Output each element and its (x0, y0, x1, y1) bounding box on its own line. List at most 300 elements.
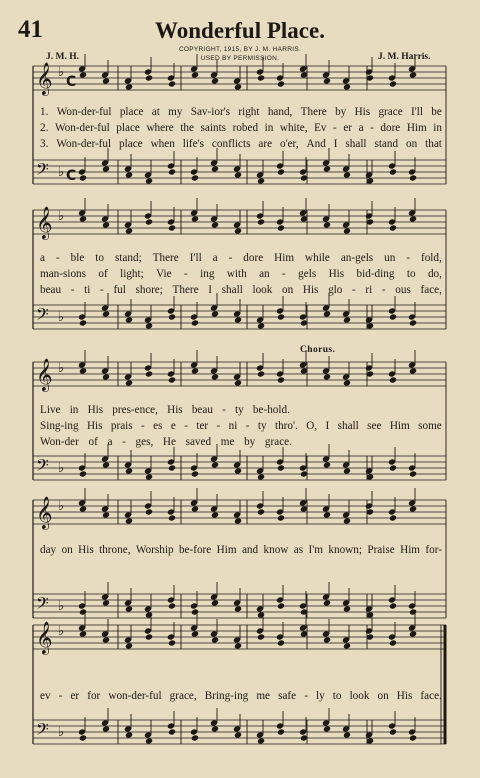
note-head (145, 370, 153, 377)
lyric-word: pres-ence, (112, 404, 158, 416)
lyric-word: There (300, 106, 327, 118)
lyric-word: His (86, 420, 103, 432)
lyric-word: - (216, 420, 221, 432)
lyric-word: and (241, 544, 259, 556)
lyric-word: - (55, 252, 60, 264)
lyric-word: es (153, 420, 163, 432)
bass-clef: 𝄢 (36, 304, 49, 328)
lyric-word: - (122, 436, 126, 448)
note-head (389, 224, 397, 231)
lyric-word: His (396, 690, 413, 702)
lyric-line (40, 690, 442, 703)
note-head (102, 599, 110, 606)
lyric-word: in (69, 404, 79, 416)
note-head (102, 461, 110, 468)
lyric-word: hand, (267, 106, 293, 118)
note-head (277, 80, 285, 87)
lyric-word: look (349, 690, 370, 702)
lyric-word: throne, (99, 544, 131, 556)
note-head (323, 461, 331, 468)
note-head (168, 224, 176, 231)
note-head (102, 636, 110, 643)
lyric-word: beau (40, 284, 62, 296)
note-head (79, 734, 87, 741)
note-head (125, 517, 133, 524)
lyric-word: ful (113, 284, 126, 296)
lyric-word: in (433, 122, 442, 134)
note-head (191, 505, 199, 512)
lyric-word: look (252, 284, 273, 296)
note-head (168, 602, 176, 609)
lyric-word: in (264, 122, 274, 134)
note-head (257, 322, 265, 329)
note-head (191, 174, 199, 181)
note-head (79, 319, 87, 326)
note-head (168, 168, 176, 175)
lyric-word: be-hold. (252, 404, 290, 416)
note-head (211, 461, 219, 468)
lyric-word: Bring-ing (204, 690, 249, 702)
lyric-word: His (328, 268, 345, 280)
lyric-word: day (40, 544, 57, 556)
lyric-word: face, (420, 284, 442, 296)
lyric-word: ter (196, 420, 209, 432)
note-head (257, 74, 265, 81)
lyric-word: won-der-ful (108, 690, 162, 702)
note-head (211, 373, 219, 380)
lyric-word: I (333, 138, 338, 150)
lyric-word: Won-der-ful (56, 106, 112, 118)
note-head (257, 370, 265, 377)
lyric-word: I'll (189, 252, 202, 264)
note-head (277, 313, 285, 320)
words-credit: J. M. H. (46, 52, 79, 62)
lyric-word: Worship (135, 544, 174, 556)
note-head (323, 373, 331, 380)
note-head (234, 731, 242, 738)
chorus-label: Chorus. (300, 345, 336, 355)
note-head (79, 608, 87, 615)
lyric-word: robed (232, 122, 259, 134)
note-head (168, 464, 176, 471)
lyric-word: prais (110, 420, 133, 432)
note-head (145, 737, 153, 744)
note-head (102, 221, 110, 228)
note-head (168, 639, 176, 646)
lyric-word: His (167, 404, 183, 416)
note-head (211, 599, 219, 606)
lyric-word: place (116, 122, 140, 134)
music-credit: J. M. Harris. (378, 52, 431, 62)
note-head (234, 467, 242, 474)
note-head (191, 734, 199, 741)
note-head (257, 611, 265, 618)
note-head (234, 83, 242, 90)
note-head (277, 376, 285, 383)
lyric-word: - (100, 284, 104, 296)
note-head (323, 725, 331, 732)
note-head (102, 310, 110, 317)
note-head (145, 74, 153, 81)
lyric-word: of (88, 436, 98, 448)
note-head (211, 310, 219, 317)
lyric-word: Vie (156, 268, 172, 280)
lyric-word: There (152, 252, 179, 264)
note-head (343, 467, 351, 474)
lyric-word: know (263, 544, 289, 556)
lyric-word: place (119, 138, 143, 150)
note-head (168, 376, 176, 383)
note-head (125, 83, 133, 90)
note-head (409, 734, 417, 741)
lyric-word: do, (427, 268, 442, 280)
lyric-word: on (377, 690, 389, 702)
note-head (277, 514, 285, 521)
note-head (145, 508, 153, 515)
lyric-word: ble (70, 252, 85, 264)
lyric-word: by (335, 106, 347, 118)
note-head (125, 467, 133, 474)
lyric-word: Praise (367, 544, 395, 556)
lyric-word: saved (185, 436, 212, 448)
note-head (191, 71, 199, 78)
lyric-word: His (302, 284, 319, 296)
lyric-word: gels (298, 268, 317, 280)
lyric-word: shall (337, 420, 359, 432)
lyric-word: place (119, 106, 144, 118)
note-head (125, 227, 133, 234)
lyric-word: His (354, 106, 371, 118)
permission-line: USED BY PERMISSION. (200, 55, 280, 62)
note-head (145, 177, 153, 184)
lyric-word: safe (278, 690, 297, 702)
lyric-word: a (40, 252, 45, 264)
note-head (343, 316, 351, 323)
note-head (234, 379, 242, 386)
note-head (343, 642, 351, 649)
note-head (389, 168, 397, 175)
flat-icon: ♭ (58, 499, 65, 514)
lyric-word: - (333, 122, 337, 134)
note-head (389, 464, 397, 471)
lyric-word: the (180, 122, 194, 134)
lyric-word: conflicts (211, 138, 251, 150)
lyric-word: thro'. (274, 420, 298, 432)
note-head (323, 77, 331, 84)
lyric-word: His (78, 544, 94, 556)
note-head (277, 602, 285, 609)
lyric-word: right (238, 106, 260, 118)
lyric-word: me (256, 690, 271, 702)
lyric-word: a (212, 252, 218, 264)
lyric-word: His (87, 404, 104, 416)
lyric-line (40, 544, 442, 557)
lyric-word: Sav-ior's (190, 106, 231, 118)
note-head (389, 376, 397, 383)
lyric-line (40, 122, 442, 135)
bass-clef: 𝄢 (36, 593, 49, 617)
note-head (409, 505, 417, 512)
note-head (168, 514, 176, 521)
lyric-word: ous (395, 284, 411, 296)
lyric-word: I'll (410, 106, 423, 118)
lyric-word: stand; (114, 252, 142, 264)
treble-clef: 𝄞 (36, 62, 53, 95)
lyric-word: - (222, 404, 226, 416)
lyric-word: white, (279, 122, 308, 134)
note-head (191, 215, 199, 222)
lyric-word: to (406, 268, 416, 280)
lyric-word: 3. (40, 138, 49, 150)
note-head (277, 728, 285, 735)
note-head (168, 80, 176, 87)
lyric-word: Won-der-ful (56, 138, 112, 150)
note-head (343, 379, 351, 386)
note-head (211, 511, 219, 518)
copyright-line: COPYRIGHT, 1915, BY J. M. HARRIS. (178, 46, 302, 53)
lyric-word: stand (374, 138, 399, 150)
note-head (389, 728, 397, 735)
note-head (125, 171, 133, 178)
note-head (125, 316, 133, 323)
lyric-word: I (325, 420, 330, 432)
lyric-word: fold, (420, 252, 442, 264)
treble-clef: 𝄞 (36, 621, 53, 654)
lyric-word: - (58, 690, 63, 702)
lyric-word: er (70, 690, 80, 702)
note-head (257, 737, 265, 744)
lyric-word: un (384, 252, 396, 264)
note-head (277, 224, 285, 231)
flat-icon: ♭ (58, 624, 65, 639)
note-head (102, 165, 110, 172)
lyric-word: grace, (169, 690, 197, 702)
flat-icon: ♭ (58, 461, 65, 476)
note-head (234, 517, 242, 524)
note-head (145, 218, 153, 225)
flat-icon: ♭ (58, 310, 65, 325)
note-head (323, 511, 331, 518)
lyric-word: - (352, 284, 356, 296)
note-head (389, 639, 397, 646)
lyric-word: on (406, 138, 418, 150)
lyric-word: ti (84, 284, 91, 296)
lyric-word: There (172, 284, 199, 296)
lyric-word: ev (40, 690, 51, 702)
flat-icon: ♭ (58, 209, 65, 224)
note-head (125, 605, 133, 612)
note-head (211, 636, 219, 643)
time-signature: C (66, 74, 77, 90)
note-head (168, 728, 176, 735)
note-head (79, 71, 87, 78)
lyric-word: Sing-ing (40, 420, 79, 432)
note-head (323, 636, 331, 643)
lyric-word: for- (425, 544, 442, 556)
lyric-word: ly (316, 690, 325, 702)
lyric-line (40, 284, 442, 297)
lyric-word: - (228, 252, 233, 264)
lyric-word: to (95, 252, 104, 264)
note-head (125, 642, 133, 649)
lyric-word: I'm (308, 544, 323, 556)
note-head (102, 373, 110, 380)
note-head (409, 71, 417, 78)
lyric-word: see (367, 420, 382, 432)
lyric-word: ri (365, 284, 373, 296)
hymn-title: Wonderful Place. (155, 18, 325, 43)
lyric-word: Him (400, 544, 420, 556)
note-head (277, 639, 285, 646)
lyric-word: by (244, 436, 256, 448)
note-head (409, 319, 417, 326)
note-head (191, 608, 199, 615)
note-head (211, 165, 219, 172)
hymn-number: 41 (18, 16, 43, 43)
bass-clef: 𝄢 (36, 159, 49, 183)
note-head (323, 165, 331, 172)
lyric-word: Him (389, 420, 410, 432)
note-head (409, 630, 417, 637)
lyric-line (40, 252, 442, 265)
flat-icon: ♭ (58, 165, 65, 180)
note-head (343, 171, 351, 178)
lyric-word: known; (328, 544, 362, 556)
lyric-word: on (61, 544, 73, 556)
lyric-word: ni (228, 420, 238, 432)
note-head (409, 608, 417, 615)
lyric-word: life's (182, 138, 204, 150)
note-head (343, 517, 351, 524)
note-head (234, 171, 242, 178)
lyric-word: shall (221, 284, 243, 296)
lyric-word: - (282, 268, 286, 280)
note-head (79, 215, 87, 222)
lyric-word: 2. (40, 122, 49, 134)
lyric-word: shore; (135, 284, 163, 296)
note-head (343, 83, 351, 90)
note-head (79, 505, 87, 512)
note-head (257, 177, 265, 184)
lyric-word: are (258, 138, 273, 150)
lyric-word: with (226, 268, 247, 280)
lyric-word: ty (235, 404, 244, 416)
lyric-word: Him (406, 122, 427, 134)
flat-icon: ♭ (58, 65, 65, 80)
note-head (257, 508, 265, 515)
note-head (79, 174, 87, 181)
note-head (257, 473, 265, 480)
note-head (234, 227, 242, 234)
note-head (277, 168, 285, 175)
note-head (79, 470, 87, 477)
note-head (211, 77, 219, 84)
note-head (211, 221, 219, 228)
note-head (257, 218, 265, 225)
lyric-word: o'er, (279, 138, 299, 150)
lyric-word: - (70, 284, 75, 296)
lyric-word: e (170, 420, 176, 432)
lyric-word: some (418, 420, 442, 432)
note-head (102, 77, 110, 84)
flat-icon: ♭ (58, 599, 65, 614)
lyric-word: grace. (264, 436, 292, 448)
lyric-word: a (358, 122, 364, 134)
flat-icon: ♭ (58, 361, 65, 376)
lyric-line (40, 106, 442, 119)
lyric-word: while (305, 252, 330, 264)
lyric-word: glo (328, 284, 343, 296)
lyric-word: - (141, 420, 145, 432)
lyric-word: to (332, 690, 342, 702)
lyric-word: beau (191, 404, 213, 416)
note-head (191, 470, 199, 477)
lyric-word: - (184, 420, 188, 432)
note-head (409, 174, 417, 181)
note-head (191, 630, 199, 637)
lyric-word: Him (216, 544, 237, 556)
lyric-word: - (406, 252, 411, 264)
lyric-word: - (304, 690, 308, 702)
note-head (102, 725, 110, 732)
note-head (389, 602, 397, 609)
lyric-word: Won-der (40, 436, 79, 448)
note-head (323, 599, 331, 606)
note-head (125, 731, 133, 738)
note-head (343, 605, 351, 612)
lyric-word: my (168, 106, 183, 118)
lyric-word: - (184, 268, 188, 280)
lyric-word: be (431, 106, 442, 118)
lyric-word: light; (120, 268, 144, 280)
lyric-word: for (87, 690, 101, 702)
lyric-word: ges, (135, 436, 154, 448)
lyric-word: on (282, 284, 294, 296)
lyric-word: shall (345, 138, 367, 150)
lyric-word: dore (380, 122, 401, 134)
lyric-word: dore (243, 252, 264, 264)
lyric-word: where (146, 122, 174, 134)
flat-icon: ♭ (58, 725, 65, 740)
lyric-word: as (293, 544, 304, 556)
note-head (145, 611, 153, 618)
lyric-word: I (208, 284, 213, 296)
note-head (191, 367, 199, 374)
note-head (145, 473, 153, 480)
note-head (323, 221, 331, 228)
lyric-word: grace (378, 106, 403, 118)
note-head (234, 316, 242, 323)
note-head (79, 367, 87, 374)
note-head (79, 630, 87, 637)
note-head (323, 310, 331, 317)
lyric-word: - (381, 284, 386, 296)
lyric-line (40, 138, 442, 151)
lyric-word: 1. (40, 106, 49, 118)
lyric-word: an-gels (340, 252, 374, 264)
lyric-line (40, 268, 442, 281)
note-head (389, 313, 397, 320)
note-head (257, 633, 265, 640)
lyric-word: Ev (314, 122, 327, 134)
treble-clef: 𝄞 (36, 496, 53, 529)
lyric-line (40, 436, 292, 449)
note-head (191, 319, 199, 326)
note-head (234, 642, 242, 649)
note-head (145, 322, 153, 329)
lyric-word: face. (420, 690, 442, 702)
note-head (234, 605, 242, 612)
